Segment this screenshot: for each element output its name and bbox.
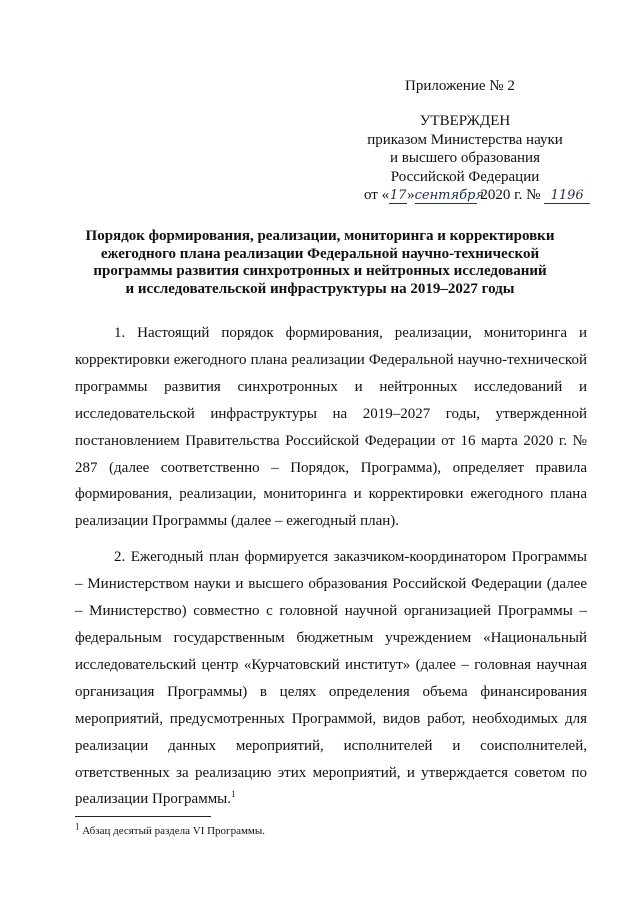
handwritten-month: сентября (414, 188, 484, 203)
footnote-marker: 1 (75, 821, 80, 832)
approval-heading: УТВЕРЖДЕН (419, 113, 511, 129)
appendix-label: Приложение № 2 (405, 78, 515, 94)
footnote-text: Абзац десятый раздела VI Программы. (79, 825, 266, 837)
date-quote-close: » (407, 187, 415, 203)
title-line-4: и исследовательской инфраструктуры на 2019–2027 годы (125, 280, 515, 297)
document-body (75, 320, 587, 822)
approval-line-3: Российской Федерации (390, 168, 540, 185)
approval-date-line (330, 186, 600, 205)
date-prefix: от « (364, 187, 390, 203)
title-line-2: ежегодного плана реализации Федеральной научно-технической (100, 245, 540, 262)
paragraph-2-text: 2. Ежегодный план формируется заказчиком-координатором Программы – Министерством науки и высшего образования Российской Федерации (далее – Министерство) совместно с головной научной организацией Программы – федеральным государственным бюджетным учреждением «Национальный исследовательский центр «Курчатовский институт» (далее – головная научная организация Программы) в целях определения объема финансирования мероприятий, предусмотренных Программой, видов работ, необходимых для реализации данных мероприятий, исполнителей и соисполнителей, ответственных за реализацию этих мероприятий, и утверждается советом по реализации Программы. (75, 549, 587, 808)
footnote (75, 821, 575, 838)
handwritten-day: 17 (389, 188, 407, 203)
footnote-reference[interactable]: 1 (231, 789, 236, 800)
date-year: 2020 г. № (480, 187, 541, 203)
approval-line-2: и высшего образования (390, 150, 540, 166)
paragraph-1: 1. Настоящий порядок формирования, реализации, мониторинга и корректировки ежегодного плана реализации Федеральной научно-технической программы развития синхротронных и нейтронных исследований и исследовательской инфраструктуры на 2019–2027 годы, утвержденной постановлением Правительства Российской Федерации от 16 марта 2020 г. № 287 (далее соответственно – Порядок, Программа), определяет правила формирования, реализации, мониторинга и корректировки ежегодного плана реализации Программы (далее – ежегодный план). (75, 325, 587, 530)
title-line-1: Порядок формирования, реализации, мониторинга и корректировки (85, 228, 555, 244)
approval-line-1: приказом Министерства науки (367, 131, 563, 148)
paragraph-2 (75, 544, 587, 813)
document-title (75, 228, 565, 298)
title-line-3: программы развития синхротронных и нейтронных исследований (93, 263, 547, 279)
footnote-divider (75, 816, 211, 817)
handwritten-order-number: 1196 (544, 189, 590, 204)
approval-block (330, 112, 600, 205)
